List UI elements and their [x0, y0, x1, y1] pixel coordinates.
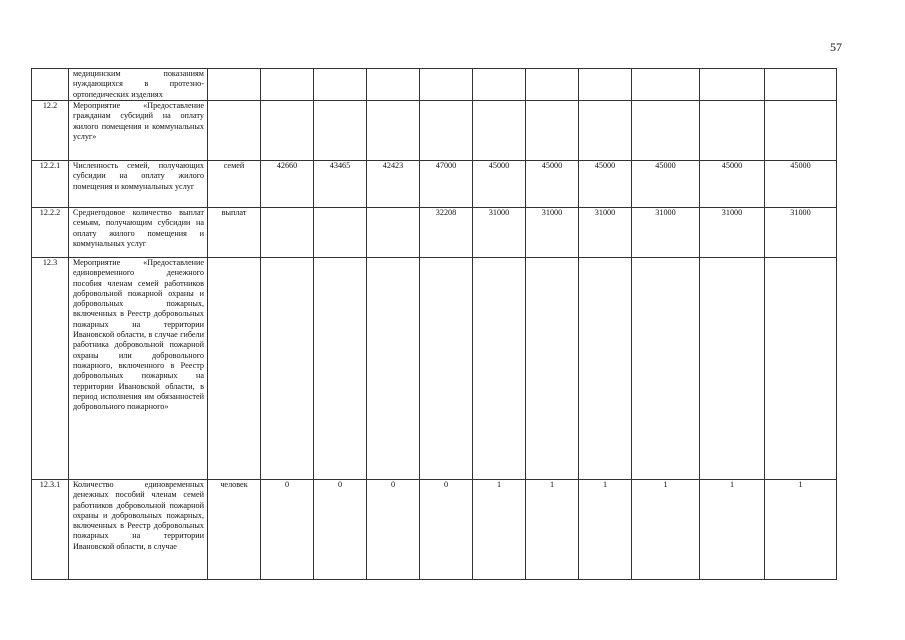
- value-cell: 0: [420, 480, 473, 580]
- value-cell: [261, 258, 314, 480]
- value-cell: [632, 101, 700, 161]
- value-cell: [261, 208, 314, 258]
- row-description: Мероприятие «Предоставление единовременного денежного пособия членам семей работников добровольной пожарной охраны и добровольных пожарных, включенных в Реестр добровольных пожарных на территории Ивановской области, в случае гибели работника добровольной пожарной охраны или добровольного пожарного, включенного в Реестр добровольных пожарных на территории Ивановской области, в период исполнения им обязанностей добровольного пожарного»: [69, 258, 208, 480]
- value-cell: [367, 101, 420, 161]
- value-cell: 43465: [314, 161, 367, 208]
- table-row: [32, 480, 837, 580]
- value-cell: [420, 69, 473, 101]
- value-cell: [261, 69, 314, 101]
- page-number: 57: [830, 40, 842, 54]
- value-cell: 45000: [765, 161, 837, 208]
- value-cell: 0: [261, 480, 314, 580]
- value-cell: [314, 258, 367, 480]
- value-cell: [420, 258, 473, 480]
- row-number: 12.2: [32, 101, 69, 161]
- table-body: [32, 69, 837, 580]
- value-cell: [314, 69, 367, 101]
- row-unit: семей: [208, 161, 261, 208]
- row-unit: человек: [208, 480, 261, 580]
- row-description: медицинским показаниям нуждающихся в протезно-ортопедических изделиях: [69, 69, 208, 101]
- value-cell: [579, 69, 632, 101]
- value-cell: [526, 101, 579, 161]
- value-cell: 31000: [700, 208, 765, 258]
- value-cell: 1: [632, 480, 700, 580]
- value-cell: 31000: [579, 208, 632, 258]
- value-cell: [579, 258, 632, 480]
- value-cell: 1: [700, 480, 765, 580]
- value-cell: 42423: [367, 161, 420, 208]
- value-cell: 45000: [526, 161, 579, 208]
- value-cell: [700, 258, 765, 480]
- row-number: 12.2.1: [32, 161, 69, 208]
- row-number: 12.3.1: [32, 480, 69, 580]
- row-description: Численность семей, получающих субсидии на оплату жилого помещения и коммунальных услуг: [69, 161, 208, 208]
- value-cell: [632, 258, 700, 480]
- value-cell: [367, 69, 420, 101]
- row-description: Количество единовременных денежных пособий членам семей работников добровольной пожарной охраны и добровольных пожарных, включенных в Реестр добровольных пожарных на территории Ивановской области, в случае: [69, 480, 208, 580]
- row-description: Мероприятие «Предоставление гражданам субсидий на оплату жилого помещения и коммунальных услуг»: [69, 101, 208, 161]
- value-cell: [632, 69, 700, 101]
- indicators-table: [31, 68, 837, 580]
- row-number: 12.3: [32, 258, 69, 480]
- value-cell: [367, 258, 420, 480]
- value-cell: [473, 101, 526, 161]
- value-cell: [261, 101, 314, 161]
- value-cell: 45000: [700, 161, 765, 208]
- value-cell: [420, 101, 473, 161]
- value-cell: [700, 101, 765, 161]
- value-cell: 1: [473, 480, 526, 580]
- table-row: [32, 208, 837, 258]
- value-cell: 31000: [632, 208, 700, 258]
- value-cell: [765, 258, 837, 480]
- value-cell: [314, 208, 367, 258]
- value-cell: 32208: [420, 208, 473, 258]
- value-cell: 1: [526, 480, 579, 580]
- table-row: [32, 258, 837, 480]
- value-cell: 31000: [765, 208, 837, 258]
- value-cell: 31000: [526, 208, 579, 258]
- value-cell: [367, 208, 420, 258]
- row-number: 12.2.2: [32, 208, 69, 258]
- value-cell: 47000: [420, 161, 473, 208]
- value-cell: 1: [765, 480, 837, 580]
- row-number: [32, 69, 69, 101]
- row-unit: [208, 101, 261, 161]
- value-cell: 1: [579, 480, 632, 580]
- table-row: [32, 101, 837, 161]
- row-unit: [208, 69, 261, 101]
- row-unit: [208, 258, 261, 480]
- value-cell: [579, 101, 632, 161]
- value-cell: 45000: [579, 161, 632, 208]
- value-cell: 0: [314, 480, 367, 580]
- row-unit: выплат: [208, 208, 261, 258]
- value-cell: 42660: [261, 161, 314, 208]
- value-cell: [526, 258, 579, 480]
- value-cell: 45000: [473, 161, 526, 208]
- row-description: Среднегодовое количество выплат семьям, получающим субсидии на оплату жилого помещения и коммунальных услуг: [69, 208, 208, 258]
- value-cell: [314, 101, 367, 161]
- value-cell: [700, 69, 765, 101]
- value-cell: [526, 69, 579, 101]
- value-cell: 45000: [632, 161, 700, 208]
- value-cell: [473, 258, 526, 480]
- table-row: [32, 69, 837, 101]
- value-cell: 31000: [473, 208, 526, 258]
- value-cell: [765, 69, 837, 101]
- value-cell: [473, 69, 526, 101]
- table-row: [32, 161, 837, 208]
- value-cell: [765, 101, 837, 161]
- value-cell: 0: [367, 480, 420, 580]
